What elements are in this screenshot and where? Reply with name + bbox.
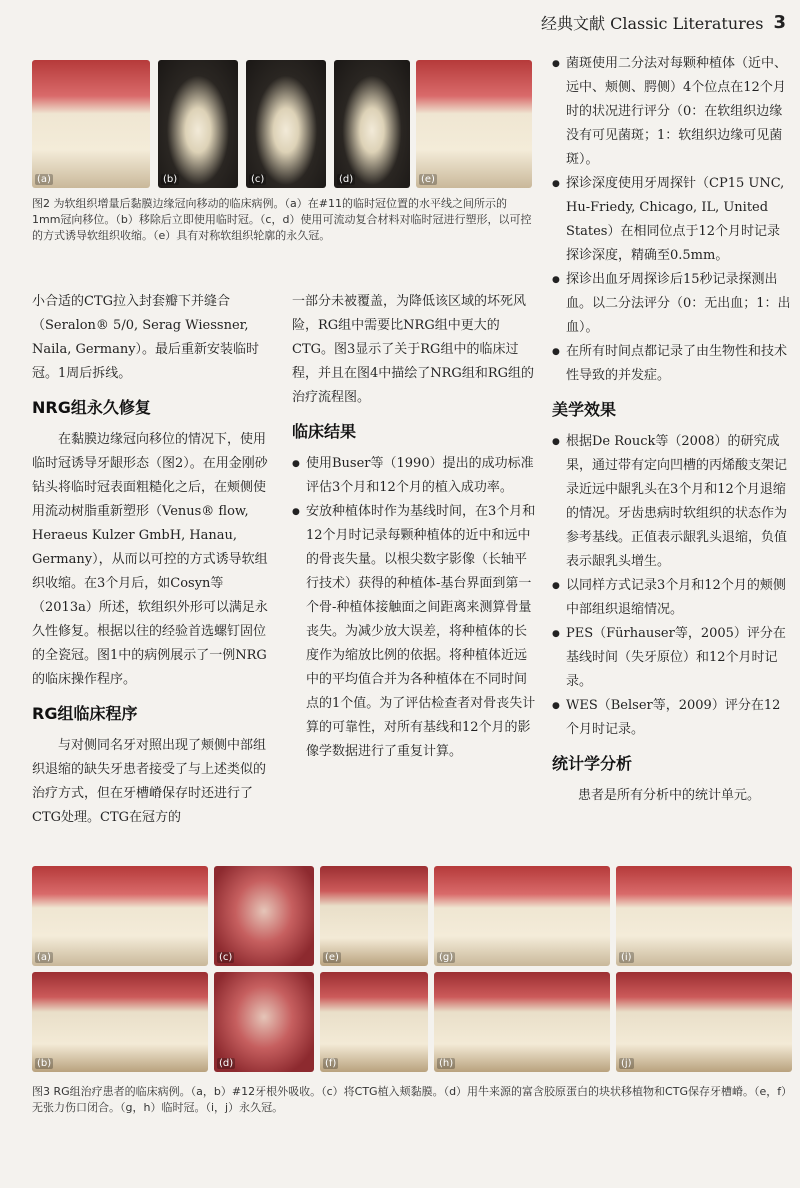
heading-statistics: 统计学分析 — [552, 754, 633, 773]
col1-paragraph-1: 小合适的CTG拉入封套瓣下并缝合（Seralon® 5/0, Serag Wiessner, Naila, Germany）。最后重新安装临时冠。1周后拆线。 — [32, 294, 260, 381]
fig3-label-h: (h) — [439, 1058, 454, 1069]
list-item: ● 菌斑使用二分法对每颗种植体（近中、远中、颊侧、腭侧）4个位点在12个月时的状况进行评分（0：在软组织边缘没有可见菌斑；1：软组织边缘可见菌斑）。 — [552, 52, 792, 172]
list-item: ● WES（Belser等，2009）评分在12个月时记录。 — [552, 694, 792, 742]
results-list — [292, 452, 536, 764]
fig2-photo-e — [416, 60, 532, 188]
fig3-photo-h — [434, 972, 610, 1072]
list-item: ● 探诊出血牙周探诊后15秒记录探测出血。以二分法评分（0：无出血；1：出血）。 — [552, 268, 792, 340]
fig3-photo-d — [214, 972, 314, 1072]
fig2-photo-d — [334, 60, 410, 188]
fig3-photo-a — [32, 866, 208, 966]
col1-paragraph-2: 在黏膜边缘冠向移位的情况下，使用临时冠诱导牙龈形态（图2）。在用金刚砂钻头将临时冠表面粗糙化之后，在颊侧使用流动树脂重新塑形（Venus® flow, Heraeus Kulzer GmbH, Hanau, Germany），从而以可控的方式诱导软组织收缩。在3个月后，如Cosyn等（2013a）所述，软组织外形可以满足永久性修复。根据以往的经验首选螺钉固位的全瓷冠。图1中的病例展示了一例NRG的临床操作程序。 — [32, 432, 268, 687]
fig2-photo-b — [158, 60, 238, 188]
fig3-label-j: (j) — [621, 1058, 632, 1069]
column-1 — [32, 290, 276, 830]
heading-nrg: NRG组永久修复 — [32, 398, 151, 417]
fig2-label-a: (a) — [37, 174, 51, 185]
fig3-label-d: (d) — [219, 1058, 234, 1069]
fig3-photo-i — [616, 866, 792, 966]
fig3-label-c: (c) — [219, 952, 233, 963]
list-item: ● 以同样方式记录3个月和12个月的颊侧中部组织退缩情况。 — [552, 574, 792, 622]
page-number: 3 — [773, 11, 786, 33]
list-item: ● PES（Fürhauser等，2005）评分在基线时间（失牙原位）和12个月时记录。 — [552, 622, 792, 694]
heading-aesthetics: 美学效果 — [552, 400, 617, 419]
fig3-label-e: (e) — [325, 952, 339, 963]
fig2-label-e: (e) — [421, 174, 435, 185]
measure-list — [552, 52, 792, 388]
section-title: 经典文献 Classic Literatures — [541, 13, 764, 33]
list-item: ● 根据De Rouck等（2008）的研究成果，通过带有定向凹槽的丙烯酸支架记录近远中龈乳头在3个月和12个月退缩的情况。牙齿患病时软组织的状态作为参考基线。正值表示龈乳头退缩，负值表示龈乳头增生。 — [552, 430, 792, 574]
fig2-label-d: (d) — [339, 174, 354, 185]
fig3-photo-j — [616, 972, 792, 1072]
fig3-photo-b — [32, 972, 208, 1072]
list-item: ● 探诊深度使用牙周探针（CP15 UNC, Hu-Friedy, Chicago, IL, United States）在相同位点于12个月时记录探诊深度，精确至0.5mm。 — [552, 172, 792, 268]
fig3-label-b: (b) — [37, 1058, 52, 1069]
fig3-photo-f — [320, 972, 428, 1072]
column-3 — [552, 52, 792, 808]
list-item: ● 在所有时间点都记录了由生物性和技术性导致的并发症。 — [552, 340, 792, 388]
fig3-label-i: (i) — [621, 952, 632, 963]
heading-results: 临床结果 — [292, 422, 357, 441]
col2-paragraph-1: 一部分未被覆盖，为降低该区域的坏死风险，RG组中需要比NRG组中更大的CTG。图3显示了关于RG组中的临床过程，并且在图4中描绘了NRG组和RG组的治疗流程图。 — [292, 294, 534, 405]
column-2 — [292, 290, 536, 764]
fig2-photo-a — [32, 60, 150, 188]
fig3-photo-c — [214, 866, 314, 966]
fig3-label-a: (a) — [37, 952, 51, 963]
fig2-label-c: (c) — [251, 174, 265, 185]
page-header — [20, 8, 786, 36]
fig2-photo-c — [246, 60, 326, 188]
list-item: ● 使用Buser等（1990）提出的成功标准评估3个月和12个月的植入成功率。 — [292, 452, 536, 500]
fig2-label-b: (b) — [163, 174, 178, 185]
fig3-photo-g — [434, 866, 610, 966]
fig2-caption: 图2 为软组织增量后黏膜边缘冠向移动的临床病例。（a）在#11的临时冠位置的水平线之间所示的1mm冠向移位。（b）移除后立即使用临时冠。（c，d）使用可流动复合材料对临时冠进行塑形，以可控的方式诱导软组织收缩。（e）具有对称软组织轮廓的永久冠。 — [32, 197, 532, 242]
fig3-photo-e — [320, 866, 428, 966]
list-item: ● 安放种植体时作为基线时间，在3个月和12个月时记录每颗种植体的近中和远中的骨丧失量。以根尖数字影像（长轴平行技术）获得的种植体-基台界面到第一个骨-种植体接触面之间距离来测算骨量丧失。为减少放大误差，将种植体的长度作为缩放比例的依据。将种植体近远中的平均值合并为各种植体在不同时间点的1个值。为了评估检查者对骨丧失计算的可靠性，对所有基线和12个月的影像学数据进行了重复计算。 — [292, 500, 536, 764]
statistics-paragraph: 患者是所有分析中的统计单元。 — [578, 788, 761, 803]
heading-rg: RG组临床程序 — [32, 704, 138, 723]
aesthetics-list — [552, 430, 792, 742]
fig3-caption: 图3 RG组治疗患者的临床病例。（a，b）#12牙根外吸收。（c）将CTG植入颊黏膜。（d）用牛来源的富含胶原蛋白的块状移植物和CTG保存牙槽嵴。（e，f）无张力伤口闭合。（g，h）临时冠。（i，j）永久冠。 — [32, 1085, 787, 1114]
fig3-label-f: (f) — [325, 1058, 337, 1069]
fig3-label-g: (g) — [439, 952, 454, 963]
col1-paragraph-3: 与对侧同名牙对照出现了颊侧中部组织退缩的缺失牙患者接受了与上述类似的治疗方式，但在牙槽嵴保存时还进行了CTG处理。CTG在冠方的 — [32, 738, 267, 825]
